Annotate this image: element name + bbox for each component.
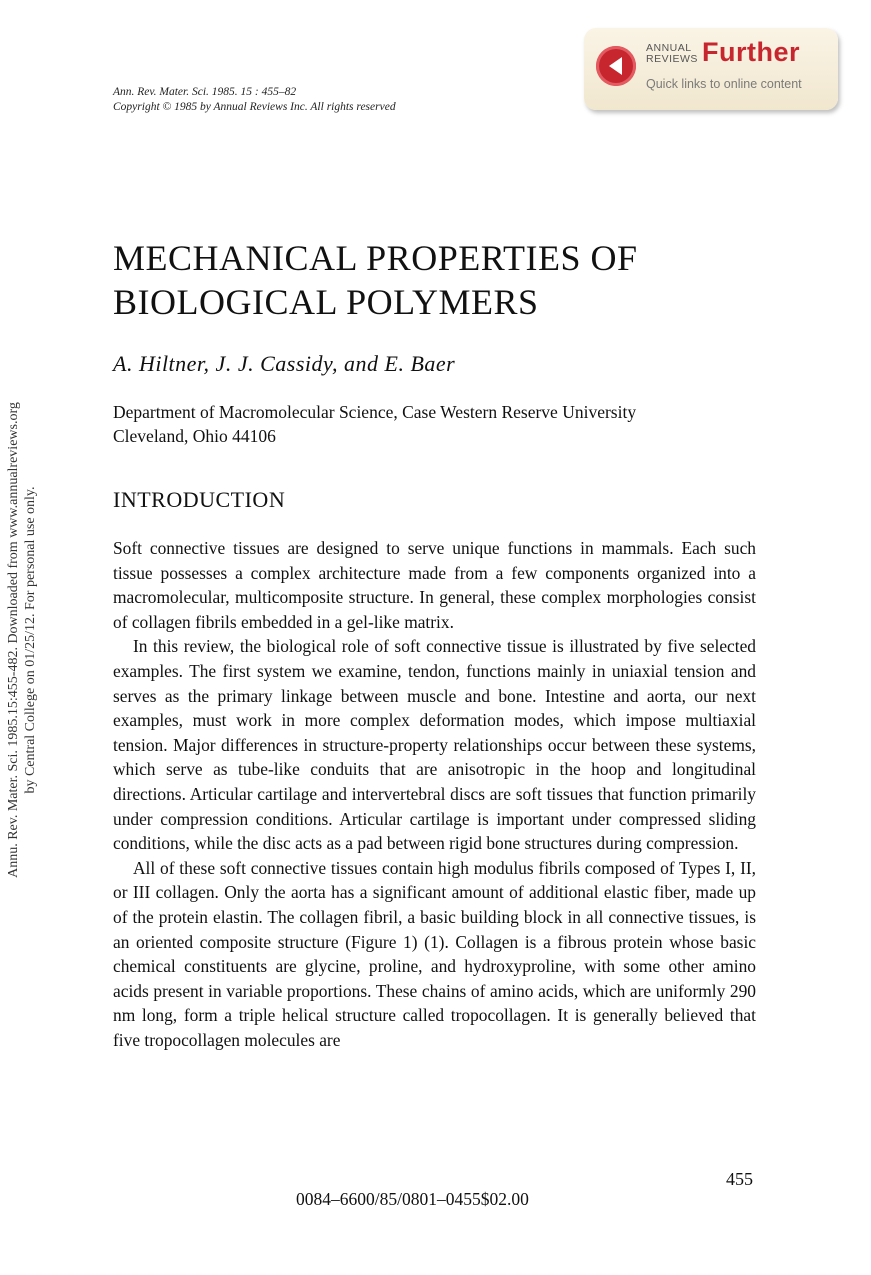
- further-word: Further: [702, 37, 800, 67]
- download-margin-note: [5, 325, 39, 955]
- section-heading-introduction: INTRODUCTION: [113, 487, 286, 512]
- authors: A. Hiltner, J. J. Cassidy, and E. Baer: [113, 351, 456, 376]
- paper-title: [113, 236, 638, 324]
- further-annual-label: ANNUAL: [646, 42, 692, 54]
- paragraph-2: In this review, the biological role of soft connective tissue is illustrated by five selected examples. The first system we examine, tendon, functions mainly in uniaxial tension and serves as the primary linkage between muscle and bone. Intestine and aorta, our next examples, must work in more complex deformation modes, which impose multiaxial tension. Major differences in structure-property relationships occur between these systems, which serve as tube-like conduits that are anisotropic in the hoop and longitudinal directions. Articular cartilage and intervertebral discs are soft tissues that function primarily under compression conditions. Articular cartilage is important under compressed sliding conditions, while the disc acts as a pad between rigid bone structures during compression.: [113, 636, 756, 854]
- affiliation-line-2: Cleveland, Ohio 44106: [113, 426, 276, 446]
- affiliation: [113, 400, 636, 448]
- paragraph-3: All of these soft connective tissues contain high modulus fibrils composed of Types I, II, or III collagen. Only the aorta has a significant amount of additional elastic fiber, made up of the protein elastin. The collagen fibril, a basic building block in all connective tissues, is an oriented composite structure (Figure 1) (1). Collagen is a fibrous protein whose basic chemical constituents are glycine, proline, and hydroxyproline, with some other amino acids present in variable proportions. These chains of amino acids, which are uniformly 290 nm long, form a triple helical structure called tropocollagen. It is generally believed that five tropocollagen molecules are: [113, 857, 756, 1050]
- affiliation-line-1: Department of Macromolecular Science, Case Western Reserve University: [113, 402, 637, 422]
- further-badge[interactable]: [584, 28, 838, 110]
- copyright-line: Copyright © 1985 by Annual Reviews Inc. All rights reserved: [113, 101, 396, 113]
- further-reviews-label: REVIEWS: [646, 53, 698, 65]
- document-code: 0084–6600/85/0801–0455$02.00: [296, 1189, 529, 1209]
- paper-title-line-2: BIOLOGICAL POLYMERS: [113, 282, 539, 322]
- margin-note-line-2: by Central College on 01/25/12. For personal use only.: [23, 486, 38, 794]
- further-brand: [646, 43, 698, 65]
- play-back-circle-icon: [596, 46, 636, 86]
- paragraph-1: Soft connective tissues are designed to serve unique functions in mammals. Each such tissue possesses a complex architecture made from a few components organized into a macromolecular, multicomposite structure. In general, these complex morphologies consist of collagen fibrils embedded in a gel-like matrix.: [113, 538, 756, 632]
- margin-note-line-1: Annu. Rev. Mater. Sci. 1985.15:455-482. Downloaded from www.annualreviews.org: [6, 402, 21, 878]
- journal-meta: [113, 85, 396, 115]
- further-tagline: Quick links to online content: [646, 77, 802, 91]
- paper-title-line-1: MECHANICAL PROPERTIES OF: [113, 238, 638, 278]
- body-text: [113, 536, 756, 1052]
- page-number: 455: [726, 1169, 753, 1189]
- journal-citation: Ann. Rev. Mater. Sci. 1985. 15 : 455–82: [113, 86, 297, 98]
